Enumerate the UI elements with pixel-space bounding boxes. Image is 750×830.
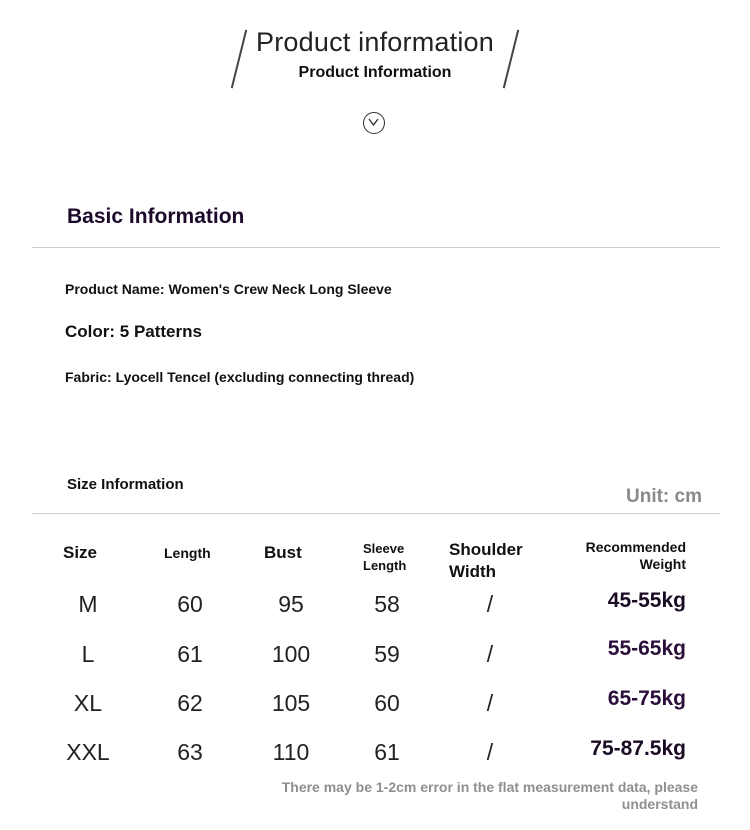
cell-length: 60	[177, 591, 203, 617]
product-color: Color: 5 Patterns	[65, 322, 202, 341]
col-header-sleeve-line1: Sleeve	[363, 541, 405, 556]
cell-size: M	[78, 591, 98, 617]
col-header-weight-line2: Weight	[639, 556, 686, 572]
chevron-down-circle-icon	[363, 112, 385, 134]
cell-sleeve: 61	[374, 739, 400, 765]
product-fabric: Fabric: Lyocell Tencel (excluding connecting thread)	[65, 369, 415, 385]
col-header-length: Length	[164, 545, 211, 561]
cell-bust: 95	[278, 591, 304, 617]
col-header-weight-line1: Recommended	[585, 539, 686, 555]
basic-info-title: Basic Information	[67, 205, 245, 228]
col-header-weight	[586, 539, 686, 573]
cell-weight: 75-87.5kg	[590, 737, 686, 760]
cell-sleeve: 59	[374, 641, 400, 667]
col-header-shoulder-line1: Shoulder	[449, 540, 523, 559]
col-header-shoulder	[449, 539, 523, 583]
cell-bust: 105	[271, 690, 311, 716]
size-info-title: Size Information	[67, 476, 184, 493]
cell-weight: 45-55kg	[607, 589, 686, 612]
divider	[32, 513, 720, 514]
col-header-size: Size	[63, 543, 98, 562]
cell-bust: 110	[272, 739, 310, 765]
cell-sleeve: 58	[374, 591, 400, 617]
cell-shoulder: /	[486, 690, 494, 716]
product-name: Product Name: Women's Crew Neck Long Sleeve	[65, 281, 392, 297]
cell-shoulder: /	[486, 739, 494, 765]
cell-size: XL	[73, 690, 103, 716]
cell-length: 61	[177, 641, 203, 667]
cell-length: 62	[177, 690, 203, 716]
divider	[32, 247, 720, 248]
col-header-shoulder-line2: Width	[449, 562, 497, 581]
unit-label: Unit: cm	[626, 486, 702, 507]
cell-shoulder: /	[486, 591, 494, 617]
cell-size: L	[81, 641, 95, 667]
cell-shoulder: /	[486, 641, 494, 667]
col-header-sleeve-line2: Length	[363, 558, 407, 573]
measurement-note: There may be 1-2cm error in the flat measurement data, please understand	[281, 779, 698, 812]
cell-bust: 100	[271, 641, 311, 667]
col-header-bust: Bust	[264, 543, 302, 562]
header-title: Product information	[256, 27, 494, 57]
col-header-sleeve	[363, 540, 406, 574]
cell-length: 63	[177, 739, 203, 765]
cell-weight: 55-65kg	[607, 637, 686, 660]
header-subtitle: Product Information	[298, 64, 452, 81]
cell-weight: 65-75kg	[607, 687, 686, 710]
cell-size: XXL	[66, 739, 110, 765]
cell-sleeve: 60	[374, 690, 400, 716]
